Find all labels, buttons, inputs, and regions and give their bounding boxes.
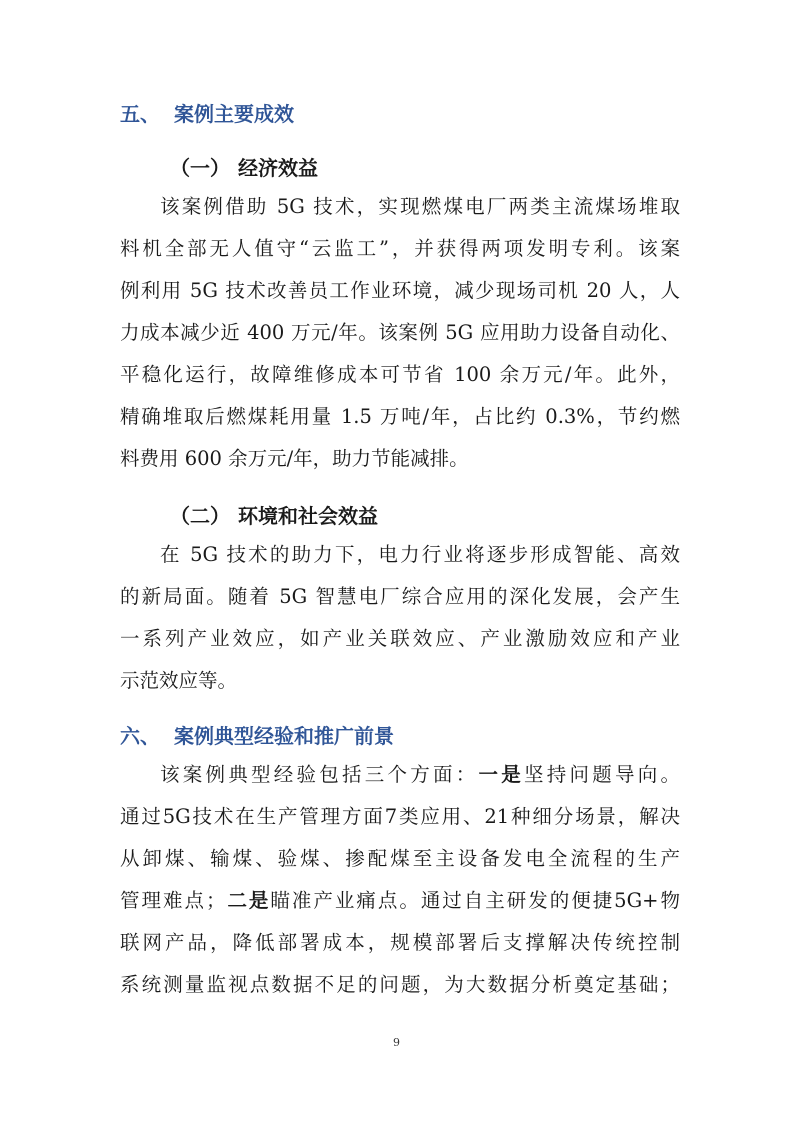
paragraph-social-benefits [120,534,680,702]
text-line: 精确堆取后燃煤耗用量 1.5 万吨/年，占比约 0.3%，节约燃 [120,405,680,428]
text-line: 力成本减少近 400 万元/年。该案例 5G 应用助力设备自动化、 [120,321,680,344]
subsection-number: （一） [170,156,230,180]
text-line: 通过5G技术在生产管理方面7类应用、21种细分场景，解决 [120,805,680,828]
bold-text-run: 二是 [225,889,271,912]
text-line: 系统测量监视点数据不足的问题，为大数据分析奠定基础； [120,973,680,996]
section-heading-6 [120,720,394,749]
text-run: 管理难点； [120,889,226,912]
text-line [120,754,680,796]
text-line: 该案例借助 5G 技术，实现燃煤电厂两类主流煤场堆取 [160,195,680,218]
text-line: 示范效应等。 [120,669,238,692]
section-title: 案例典型经验和推广前景 [174,724,394,748]
text-line: 一系列产业效应，如产业关联效应、产业激励效应和产业 [120,627,680,650]
paragraph-typical-experience [120,754,680,1006]
subsection-title: 经济效益 [238,156,318,180]
subsection-number: （二） [170,504,230,528]
text-line: 料费用 600 余万元/年，助力节能减排。 [120,447,469,470]
subsection-title: 环境和社会效益 [238,504,378,528]
section-number: 五、 [120,102,160,126]
subsection-heading-1 [170,152,318,181]
section-number: 六、 [120,724,160,748]
section-title: 案例主要成效 [174,102,294,126]
bold-text-run: 一是 [478,763,524,786]
text-run: 该案例典型经验包括三个方面： [160,763,479,786]
text-line: 平稳化运行，故障维修成本可节省 100 余万元/年。此外， [120,363,680,386]
text-line: 的新局面。随着 5G 智慧电厂综合应用的深化发展，会产生 [120,585,680,608]
subsection-heading-2 [170,500,378,529]
text-line: 在 5G 技术的助力下，电力行业将逐步形成智能、高效 [160,543,680,566]
text-line: 例利用 5G 技术改善员工作业环境，减少现场司机 20 人，人 [120,279,680,302]
text-line: 料机全部无人值守“云监工”，并获得两项发明专利。该案 [120,237,680,260]
text-run: 瞄准产业痛点。通过自主研发的便捷5G+物 [270,889,680,912]
text-line: 联网产品，降低部署成本，规模部署后支撑解决传统控制 [120,931,680,954]
paragraph-economic-benefits [120,186,680,480]
page-number: 9 [393,1036,400,1049]
section-heading-5 [120,98,294,127]
text-run: 坚持问题导向。 [523,763,680,786]
text-line: 从卸煤、输煤、验煤、掺配煤至主设备发电全流程的生产 [120,847,680,870]
text-line [120,880,680,922]
